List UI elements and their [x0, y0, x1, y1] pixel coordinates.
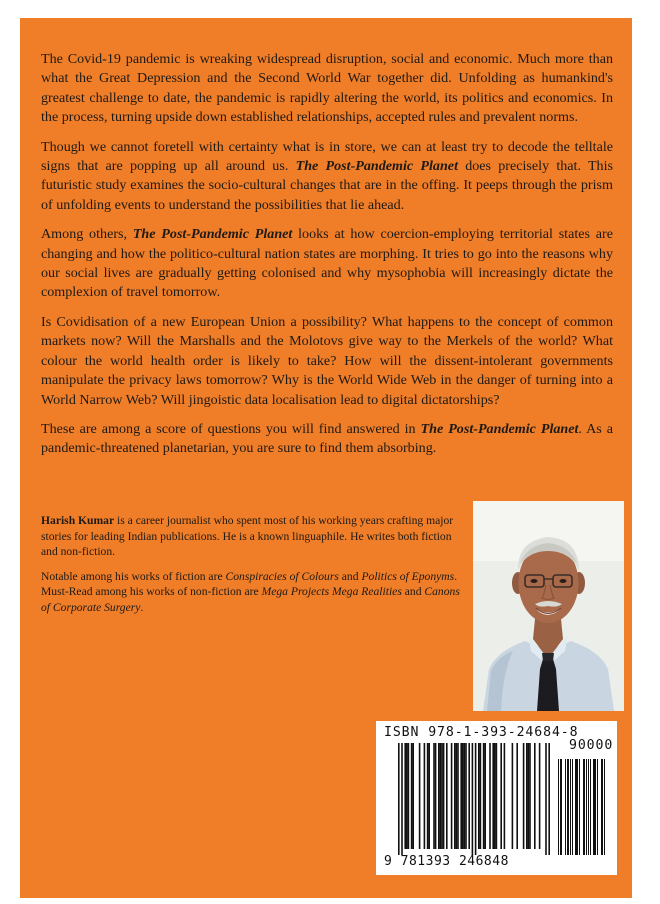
- barcode-bar: [528, 743, 530, 849]
- addon-bar: [561, 759, 562, 855]
- barcode-bar: [539, 743, 541, 849]
- blurb-paragraph-5: [41, 420, 613, 459]
- barcode-bar: [419, 743, 421, 849]
- isbn-label: ISBN 978-1-393-24684-8: [384, 725, 579, 740]
- barcode-bar: [412, 743, 414, 849]
- author-portrait-image: [473, 501, 624, 711]
- addon-bar: [567, 759, 568, 855]
- blurb-p3-text-a: Among others,: [41, 226, 128, 243]
- barcode-bar: [483, 743, 485, 849]
- addon-bar: [590, 759, 591, 855]
- author-name: Harish Kumar: [41, 514, 115, 527]
- barcode-bars-ean13: [384, 743, 610, 857]
- author-bio-paragraph: [41, 513, 461, 560]
- addon-bar: [568, 759, 569, 855]
- blurb: [41, 50, 613, 469]
- addon-bar: [601, 759, 602, 855]
- addon-bar: [560, 759, 561, 855]
- barcode-bar: [424, 743, 426, 849]
- barcode-bar: [472, 743, 474, 855]
- author-bio-text: is a career journalist who spent most of his working years crafting major stories for leading Indian publications. He is a known linguaphile. He writes both fiction and non-fiction.: [41, 514, 454, 559]
- barcode-bar: [465, 743, 467, 849]
- works-text-b: . Must-Read among his works of non-fiction are: [41, 569, 458, 599]
- barcode-bar: [427, 743, 429, 849]
- addon-bar: [586, 759, 587, 855]
- addon-bar: [558, 759, 559, 855]
- addon-bar: [602, 759, 603, 855]
- barcode-bar: [500, 743, 502, 849]
- addon-bar: [583, 759, 584, 855]
- blurb-p3-text-b: looks at how coercion-employing territorial states are changing and how the politico-cultural nation states are morphing. It tries to go into the reasons why our social lives are gradually getting colonised and why mysophobia will increasingly dictate the complexion of travel tomorrow.: [41, 226, 613, 301]
- barcode-bar: [468, 743, 470, 849]
- barcode-bar: [526, 743, 528, 849]
- barcode-bar: [428, 743, 430, 849]
- works-and-2: and: [404, 585, 422, 599]
- barcode-bar: [435, 743, 437, 849]
- addon-bar: [570, 759, 571, 855]
- addon-bar: [572, 759, 573, 855]
- blurb-p5-text-b: . As a pandemic-threatened planetarian, you are sure to find them absorbing.: [41, 420, 613, 457]
- barcode-bar: [433, 743, 435, 849]
- addon-bar: [594, 759, 595, 855]
- blurb-p5-text-a: These are among a score of questions you will find answered in: [41, 420, 416, 437]
- barcode-bar: [496, 743, 498, 849]
- barcode-bar: [504, 743, 506, 849]
- price-code: 90000: [569, 738, 614, 753]
- barcode-bar: [457, 743, 459, 849]
- blurb-p2-text-b: does precisely that. This futuristic study examines the socio-cultural changes that are in the offing. It peeps through the prism of unfolding events to understand the possibilities that lie ahead.: [41, 158, 613, 213]
- barcode-bar: [443, 743, 445, 849]
- barcode-bar: [408, 743, 410, 849]
- author-photo: [473, 501, 624, 711]
- barcode-bar: [404, 743, 406, 849]
- addon-bar: [579, 759, 580, 855]
- addon-bar: [593, 759, 594, 855]
- barcode-bar: [398, 743, 400, 855]
- barcode-bar: [529, 743, 531, 849]
- barcode-bar: [516, 743, 518, 849]
- barcode-bar: [454, 743, 456, 849]
- book-title-ref: The Post-Pandemic Planet: [132, 226, 293, 243]
- blurb-paragraph-2: [41, 138, 613, 216]
- addon-bar: [565, 759, 566, 855]
- addon-bar: [576, 759, 577, 855]
- barcode-bar: [406, 743, 408, 849]
- barcode-bar: [438, 743, 440, 849]
- back-cover: [20, 18, 632, 898]
- works-text-a: Notable among his works of fiction are: [41, 569, 223, 583]
- nonfiction-title-1: Mega Projects Mega Realities: [261, 585, 402, 599]
- ean-digits: 9 781393 246848: [384, 854, 509, 869]
- addon-bar: [597, 759, 598, 855]
- nonfiction-title-2: Canons of Corporate Surgery: [41, 585, 460, 614]
- works-and-1: and: [341, 569, 359, 583]
- author-bio: [41, 513, 461, 625]
- addon-bar: [588, 759, 589, 855]
- barcode-bar: [480, 743, 482, 849]
- barcode-bar: [478, 743, 480, 849]
- barcode-bar: [441, 743, 443, 849]
- barcode-bar: [456, 743, 458, 849]
- blurb-paragraph-3: [41, 225, 613, 303]
- book-title-ref: The Post-Pandemic Planet: [420, 420, 579, 437]
- blurb-paragraph-1: The Covid-19 pandemic is wreaking widespread disruption, social and economic. Much more than what the Great Depression and the Second World War together did. Unfolding as humankind's greatest challenge to date, the pandemic is rapidly altering the world, its politics and economics. In the process, turning upside down established relationships, accepted rules and prevalent norms.: [41, 51, 613, 126]
- addon-bar: [577, 759, 578, 855]
- barcode-bar: [512, 743, 514, 849]
- barcode-bar: [451, 743, 453, 849]
- addon-bar: [604, 759, 605, 855]
- addon-bar: [584, 759, 585, 855]
- addon-bar: [575, 759, 576, 855]
- blurb-p2-text-a: Though we cannot foretell with certainty what is in store, we can at least try to decode the telltale signs that are popping up all around us.: [41, 138, 613, 175]
- addon-bar: [595, 759, 596, 855]
- fiction-title-1: Conspiracies of Colours: [225, 569, 339, 583]
- barcode-bar: [545, 743, 547, 855]
- barcode-bar: [548, 743, 550, 855]
- barcode-bar: [523, 743, 525, 849]
- book-title-ref: The Post-Pandemic Planet: [295, 158, 458, 175]
- barcode-bar: [464, 743, 466, 849]
- author-works-paragraph: [41, 569, 461, 616]
- barcode-bar: [484, 743, 486, 849]
- fiction-title-2: Politics of Eponyms: [361, 569, 455, 583]
- barcode-bar: [462, 743, 464, 849]
- barcode-bar: [446, 743, 448, 849]
- barcode-bar: [440, 743, 442, 849]
- barcode-bar: [401, 743, 403, 855]
- barcode-bar: [411, 743, 413, 849]
- works-end: .: [140, 600, 144, 614]
- barcode-bar: [475, 743, 477, 855]
- barcode-bar: [460, 743, 462, 849]
- barcode-bar: [534, 743, 536, 849]
- isbn-barcode: [376, 721, 617, 875]
- barcode-bar: [492, 743, 494, 849]
- barcode-bar: [489, 743, 491, 849]
- blurb-paragraph-4: Is Covidisation of a new European Union a possibility? What happens to the concept of common markets now? Will the Marshalls and the Molotovs give way to the Merkels of the world? What colour the world health order is likely to take? How will the dissent-intolerant governments manipulate the privacy laws tomorrow? Why is the World Wide Web in the danger of turning into a World Narrow Web? Will jingoistic data localisation lead to digital dictatorships?: [41, 313, 613, 408]
- barcode-bar: [494, 743, 496, 849]
